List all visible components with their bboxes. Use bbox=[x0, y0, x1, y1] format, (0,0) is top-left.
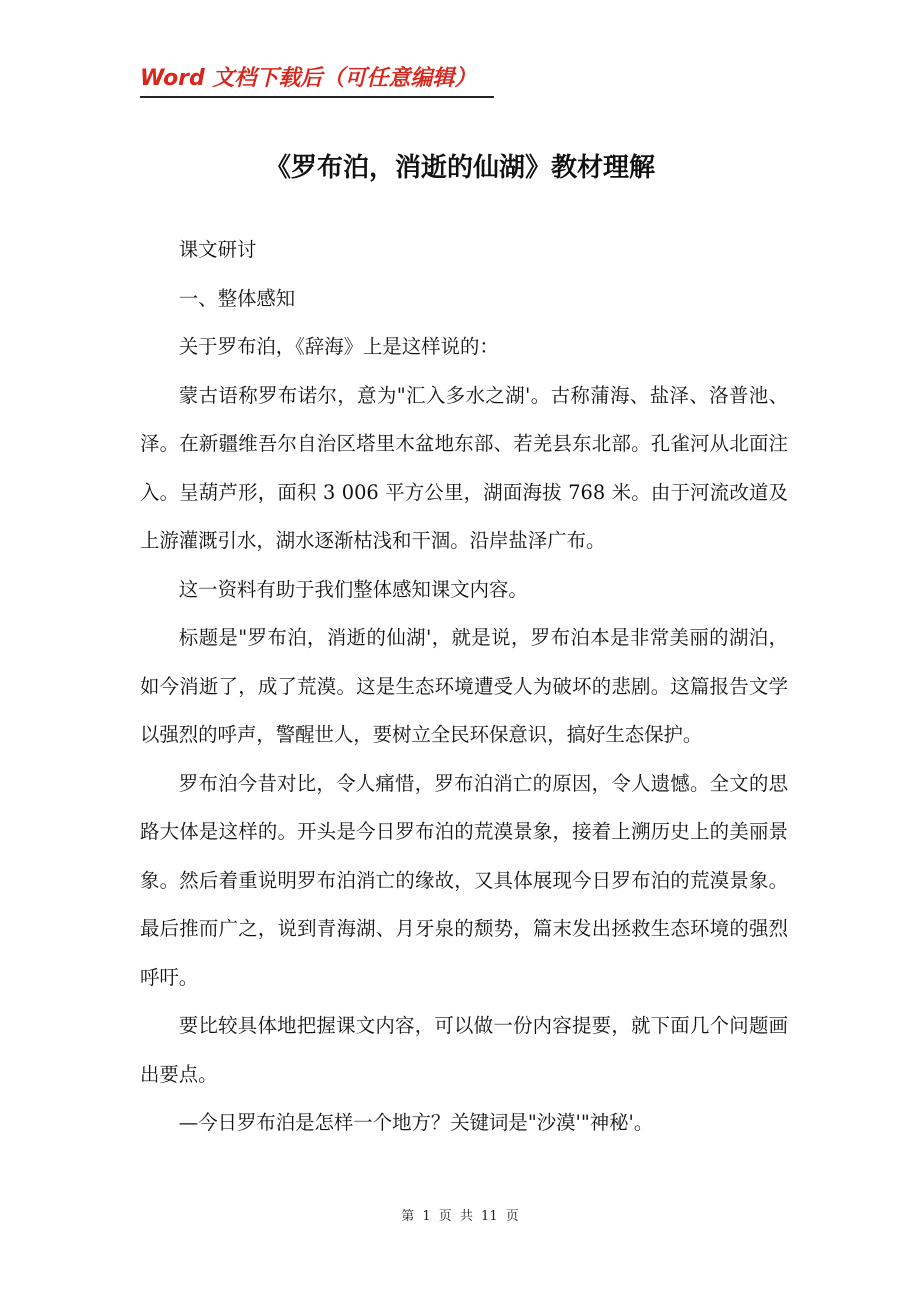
paragraph: 标题是"罗布泊，消逝的仙湖'，就是说，罗布泊本是非常美丽的湖泊，如今消逝了，成了荒漠。这是生态环境遭受人为破坏的悲剧。这篇报告文学以强烈的呼声，警醒世人，要树立全民环保意识，搞好生态保护。 bbox=[140, 626, 788, 746]
paragraph: 罗布泊今昔对比，令人痛惜，罗布泊消亡的原因，令人遗憾。全文的思路大体是这样的。开头是今日罗布泊的荒漠景象，接着上溯历史上的美丽景象。然后着重说明罗布泊消亡的缘故，又具体展现今日罗布泊的荒漠景象。最后推而广之，说到青海湖、月牙泉的颓势，篇末发出拯救生态环境的强烈呼吁。 bbox=[140, 771, 788, 989]
paragraph: 蒙古语称罗布诺尔，意为"汇入多水之湖'。古称蒲海、盐泽、洛普池、泽。在新疆维吾尔自治区塔里木盆地东部、若羌县东北部。孔雀河从北面注入。呈葫芦形，面积 3 006 平方公里，湖面海拔 768 米。由于河流改道及上游灌溉引水，湖水逐渐枯浅和干涸。沿岸盐泽广布。 bbox=[140, 383, 788, 552]
header-text: Word 文档下载后（可任意编辑） bbox=[140, 66, 477, 91]
document-body bbox=[140, 226, 788, 1148]
header-underline bbox=[140, 96, 494, 98]
section-heading: 课文研讨 bbox=[178, 238, 257, 261]
document-title: 《罗布泊，消逝的仙湖》教材理解 bbox=[264, 153, 655, 183]
paragraph: —今日罗布泊是怎样一个地方？关键词是"沙漠'"神秘'。 bbox=[178, 1111, 654, 1134]
document-header bbox=[140, 64, 494, 98]
paragraph: 要比较具体地把握课文内容，可以做一份内容提要，就下面几个问题画出要点。 bbox=[140, 1014, 788, 1086]
page-footer: 第 1 页 共 11 页 bbox=[401, 1209, 519, 1224]
subsection-heading: 一、整体感知 bbox=[178, 286, 296, 310]
paragraph: 关于罗布泊，《辞海》上是这样说的： bbox=[178, 335, 499, 358]
paragraph: 这一资料有助于我们整体感知课文内容。 bbox=[178, 577, 528, 601]
